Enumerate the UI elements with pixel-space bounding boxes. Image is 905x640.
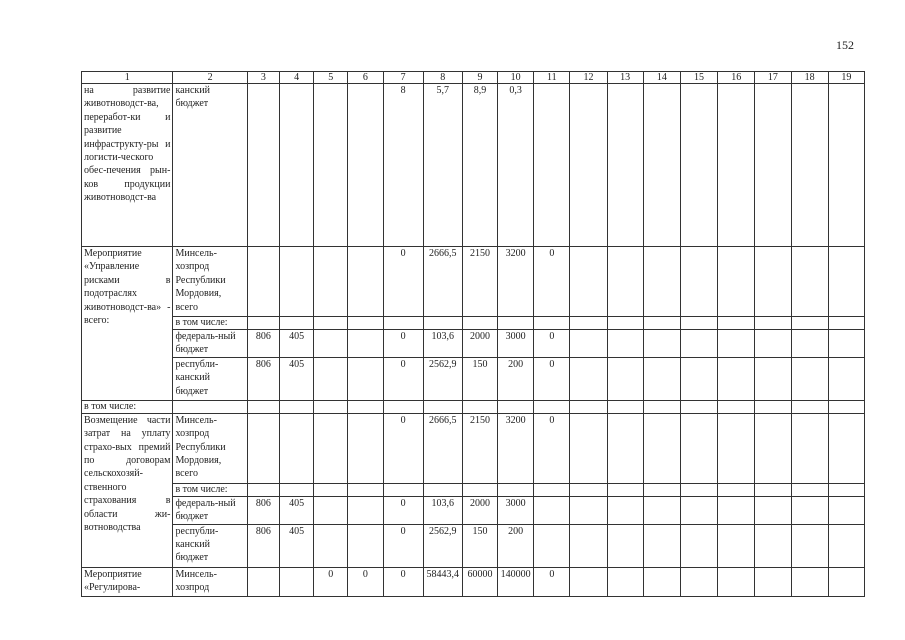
value-cell: 2000 [462, 330, 497, 358]
header-cell: 3 [247, 72, 279, 84]
value-cell: 0 [383, 413, 423, 483]
code-cell [279, 567, 313, 596]
value-cell: 0 [383, 247, 423, 317]
value-cell: 200 [498, 524, 534, 567]
code-cell: 405 [279, 330, 313, 358]
code-cell: 806 [247, 357, 279, 400]
code-cell [247, 413, 279, 483]
executor-cell: Минсель-хозпрод Республики Мордовия, всего [173, 247, 247, 317]
code-cell [314, 496, 348, 524]
code-cell: 806 [247, 524, 279, 567]
table-row [82, 84, 865, 247]
code-cell [314, 330, 348, 358]
code-cell: 405 [279, 524, 313, 567]
value-cell: 3200 [498, 413, 534, 483]
code-cell [314, 247, 348, 317]
header-cell: 9 [462, 72, 497, 84]
table-row [82, 330, 865, 358]
value-cell: 3000 [498, 330, 534, 358]
column-number-row [82, 72, 865, 84]
table-row [82, 567, 865, 596]
table-row [82, 413, 865, 483]
executor-cell: Минсель-хозпрод [173, 567, 247, 596]
value-cell: 103,6 [423, 330, 462, 358]
value-cell: 3200 [498, 247, 534, 317]
header-cell: 13 [607, 72, 643, 84]
header-cell: 14 [643, 72, 680, 84]
value-cell: 2666,5 [423, 247, 462, 317]
page-number: 152 [836, 38, 854, 52]
value-cell: 5,7 [423, 84, 462, 247]
header-cell: 15 [680, 72, 717, 84]
value-cell [534, 84, 570, 247]
executor-cell: федераль-ный бюджет [173, 496, 247, 524]
header-cell: 16 [718, 72, 755, 84]
code-cell: 806 [247, 496, 279, 524]
executor-cell: республи-канский бюджет [173, 357, 247, 400]
header-cell: 4 [279, 72, 313, 84]
value-cell: 150 [462, 524, 497, 567]
code-cell [348, 413, 383, 483]
event-name-cell: Возмещение части затрат на уплату страхо-вых премий по договорам сельскохозяй-ственного страхования в области жи-вотноводства [82, 413, 173, 567]
event-name-cell: на развитие животноводст-ва, переработ-ки и развитие инфраструкту-ры и логисти-ческого обес-печения рын-ков продукции животноводст-ва [82, 84, 173, 247]
code-cell: 0 [348, 567, 383, 596]
code-cell [279, 247, 313, 317]
subheader-cell: в том числе: [173, 483, 247, 496]
executor-cell: канский бюджет [173, 84, 247, 247]
code-cell [279, 84, 313, 247]
value-cell: 140000 [498, 567, 534, 596]
header-cell: 12 [570, 72, 607, 84]
code-cell: 405 [279, 496, 313, 524]
code-cell: 0 [314, 567, 348, 596]
value-cell: 2666,5 [423, 413, 462, 483]
executor-cell: республи-канский бюджет [173, 524, 247, 567]
value-cell: 0,3 [498, 84, 534, 247]
value-cell: 2562,9 [423, 524, 462, 567]
executor-cell: федераль-ный бюджет [173, 330, 247, 358]
value-cell: 2150 [462, 413, 497, 483]
value-cell: 2000 [462, 496, 497, 524]
code-cell: 806 [247, 330, 279, 358]
code-cell [348, 84, 383, 247]
code-cell [247, 84, 279, 247]
event-name-cell: Мероприятие «Регулирова- [82, 567, 173, 596]
header-cell: 18 [791, 72, 828, 84]
value-cell: 2150 [462, 247, 497, 317]
header-cell: 17 [755, 72, 791, 84]
value-cell: 150 [462, 357, 497, 400]
code-cell [314, 413, 348, 483]
value-cell: 8,9 [462, 84, 497, 247]
header-cell: 8 [423, 72, 462, 84]
table-row [82, 247, 865, 317]
value-cell: 60000 [462, 567, 497, 596]
table-row [82, 400, 865, 413]
code-cell [348, 330, 383, 358]
value-cell: 0 [534, 567, 570, 596]
value-cell: 0 [534, 357, 570, 400]
code-cell [314, 357, 348, 400]
code-cell [314, 84, 348, 247]
code-cell [348, 357, 383, 400]
table-row [82, 496, 865, 524]
event-name-cell: Мероприятие «Управление рисками в подотраслях животноводст-ва» - всего: [82, 247, 173, 401]
code-cell [279, 413, 313, 483]
code-cell [247, 247, 279, 317]
header-cell: 11 [534, 72, 570, 84]
table-row [82, 357, 865, 400]
value-cell: 58443,4 [423, 567, 462, 596]
value-cell: 0 [383, 496, 423, 524]
code-cell [247, 567, 279, 596]
value-cell [534, 524, 570, 567]
code-cell [348, 524, 383, 567]
code-cell [314, 524, 348, 567]
table-row [82, 524, 865, 567]
header-cell: 5 [314, 72, 348, 84]
value-cell: 2562,9 [423, 357, 462, 400]
table-row [82, 483, 865, 496]
code-cell [348, 496, 383, 524]
value-cell [534, 496, 570, 524]
value-cell: 0 [383, 357, 423, 400]
value-cell: 0 [383, 330, 423, 358]
value-cell: 0 [534, 330, 570, 358]
value-cell: 3000 [498, 496, 534, 524]
header-cell: 1 [82, 72, 173, 84]
header-cell: 7 [383, 72, 423, 84]
value-cell: 0 [383, 567, 423, 596]
header-cell: 2 [173, 72, 247, 84]
budget-table [81, 71, 865, 597]
executor-cell: Минсель-хозпрод Республики Мордовия, всего [173, 413, 247, 483]
code-cell [348, 247, 383, 317]
value-cell: 0 [534, 247, 570, 317]
header-cell: 10 [498, 72, 534, 84]
value-cell: 200 [498, 357, 534, 400]
subheader-cell: в том числе: [82, 400, 173, 413]
code-cell: 405 [279, 357, 313, 400]
header-cell: 6 [348, 72, 383, 84]
header-cell: 19 [828, 72, 864, 84]
subheader-cell: в том числе: [173, 317, 247, 330]
value-cell: 0 [383, 524, 423, 567]
value-cell: 103,6 [423, 496, 462, 524]
value-cell: 8 [383, 84, 423, 247]
value-cell: 0 [534, 413, 570, 483]
table-row [82, 317, 865, 330]
